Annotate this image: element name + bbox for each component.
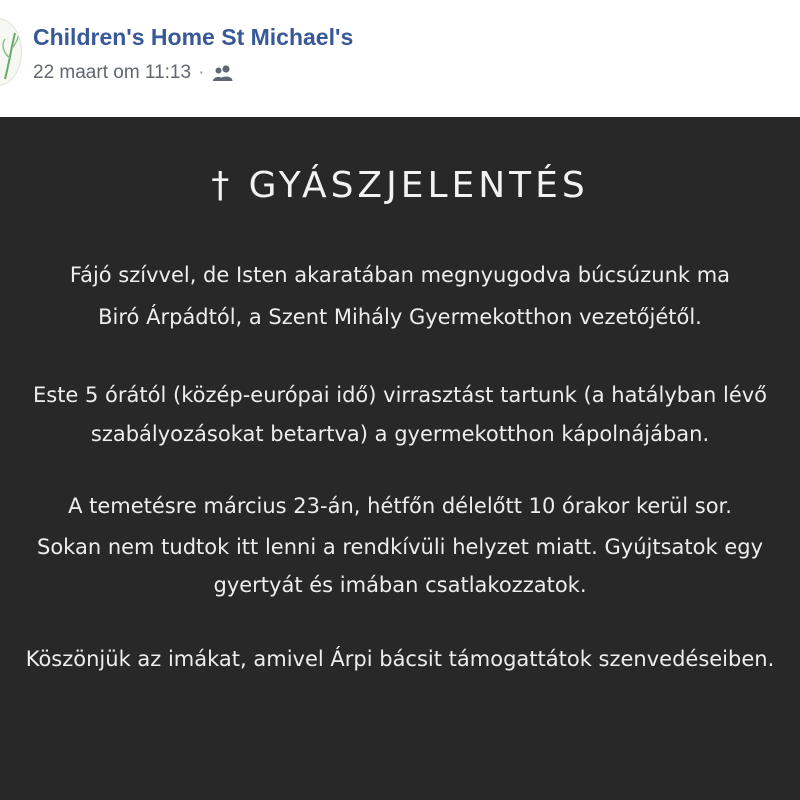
announcement-line: Köszönjük az imákat, amivel Árpi bácsit támogattátok szenvedéseiben. (25, 647, 775, 671)
page-avatar[interactable] (0, 18, 22, 86)
announcement-line: szabályozásokat betartva) a gyermekotthon kápolnájában. (90, 422, 710, 446)
announcement-line: Biró Árpádtól, a Szent Mihály Gyermekotthon vezetőjétől. (98, 305, 702, 329)
meta-separator: · (198, 62, 205, 83)
announcement-line: gyertyát és imában csatlakozzatok. (213, 573, 587, 597)
announcement-line: Fájó szívvel, de Isten akaratában megnyugodva búcsúzunk ma (69, 263, 731, 287)
post-meta (33, 62, 234, 84)
announcement-line: Sokan nem tudtok itt lenni a rendkívüli helyzet miatt. Gyújtsatok egy (37, 535, 763, 559)
announcement-title: † GYÁSZJELENTÉS (211, 165, 589, 206)
page-name-link[interactable]: Children's Home St Michael's (33, 24, 354, 50)
post-header (0, 0, 800, 117)
people-icon[interactable] (212, 64, 234, 82)
leaf-logo-icon (0, 19, 21, 85)
announcement-line: A temetésre március 23-án, hétfőn délelőtt 10 órakor kerül sor. (68, 494, 732, 518)
post-timestamp[interactable]: 22 maart om 11:13 (33, 62, 192, 83)
announcement-line: Este 5 órától (közép-európai idő) virrasztást tartunk (a hatályban lévő (32, 383, 768, 407)
post-image[interactable] (0, 117, 800, 800)
